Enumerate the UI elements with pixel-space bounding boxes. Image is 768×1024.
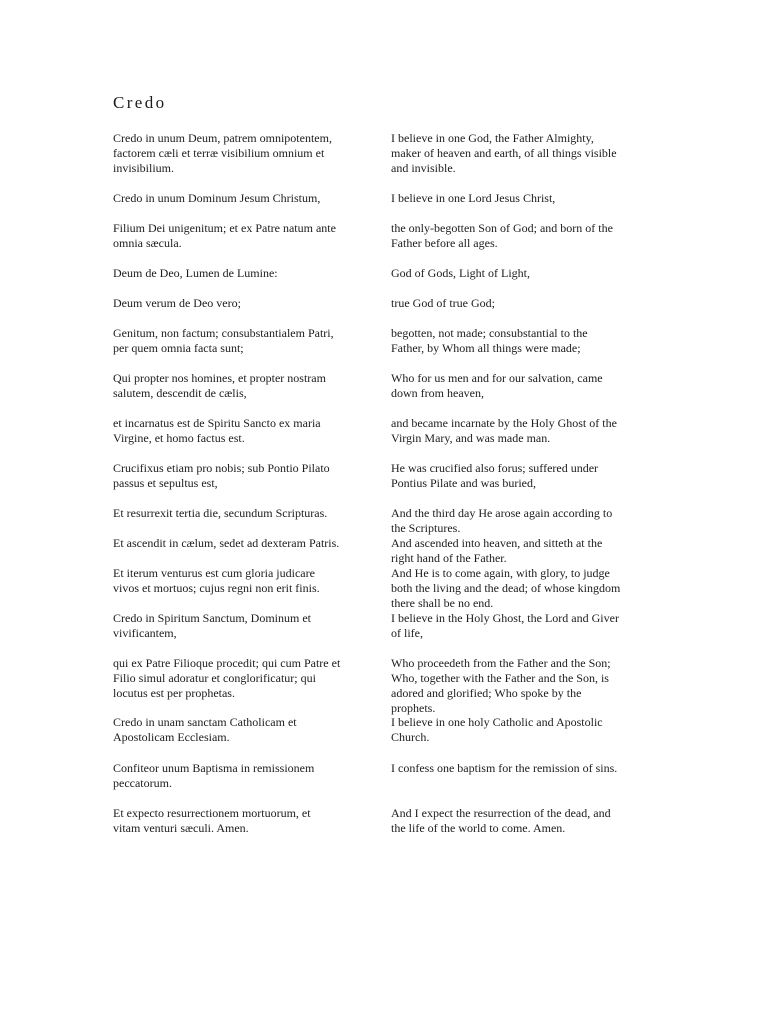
english-text: And ascended into heaven, and sitteth at the right hand of the Father. xyxy=(391,536,603,565)
latin-text: Credo in Spiritum Sanctum, Dominum et vivificantem, xyxy=(113,611,311,640)
english-text: And I expect the resurrection of the dead, and the life of the world to come. Amen. xyxy=(391,806,611,835)
latin-text: qui ex Patre Filioque procedit; qui cum Patre et Filio simul adoratur et conglorificatur; qui locutus est per prophetas. xyxy=(113,656,341,700)
latin-text: Deum de Deo, Lumen de Lumine: xyxy=(113,266,278,280)
latin-text: Qui propter nos homines, et propter nostram salutem, descendit de cælis, xyxy=(113,371,326,400)
latin-text: Et iterum venturus est cum gloria judicare vivos et mortuos; cujus regni non erit finis. xyxy=(113,566,320,595)
latin-text: Crucifixus etiam pro nobis; sub Pontio Pilato passus et sepultus est, xyxy=(113,461,330,490)
latin-text: Et ascendit in cælum, sedet ad dexteram Patris. xyxy=(113,536,340,550)
english-text: I believe in one God, the Father Almighty, maker of heaven and earth, of all things visible and invisible. xyxy=(391,131,617,175)
english-text: and became incarnate by the Holy Ghost of the Virgin Mary, and was made man. xyxy=(391,416,617,445)
latin-text: Filium Dei unigenitum; et ex Patre natum ante omnia sæcula. xyxy=(113,221,336,250)
latin-text: Deum verum de Deo vero; xyxy=(113,296,241,310)
latin-text: Confiteor unum Baptisma in remissionem peccatorum. xyxy=(113,761,315,790)
english-text: God of Gods, Light of Light, xyxy=(391,266,530,280)
latin-text: Credo in unum Deum, patrem omnipotentem, factorem cæli et terræ visibilium omnium et invisibilium. xyxy=(113,131,332,175)
english-text: true God of true God; xyxy=(391,296,495,310)
english-text: And He is to come again, with glory, to judge both the living and the dead; of whose kingdom there shall be no end. xyxy=(391,566,621,610)
latin-text: Et resurrexit tertia die, secundum Scripturas. xyxy=(113,506,328,520)
latin-text: Credo in unum Dominum Jesum Christum, xyxy=(113,191,321,205)
document-title: Credo xyxy=(113,93,167,112)
english-text: He was crucified also forus; suffered under Pontius Pilate and was buried, xyxy=(391,461,599,490)
english-text: begotten, not made; consubstantial to the Father, by Whom all things were made; xyxy=(391,326,588,355)
english-text: Who for us men and for our salvation, came down from heaven, xyxy=(391,371,603,400)
latin-text: Genitum, non factum; consubstantialem Patri, per quem omnia facta sunt; xyxy=(113,326,334,355)
english-text: I believe in one Lord Jesus Christ, xyxy=(391,191,556,205)
latin-text: et incarnatus est de Spiritu Sancto ex maria Virgine, et homo factus est. xyxy=(113,416,321,445)
english-text: I believe in one holy Catholic and Apostolic Church. xyxy=(391,715,603,744)
english-text: Who proceedeth from the Father and the Son; Who, together with the Father and the Son, is adored and glorified; Who spoke by the prophets. xyxy=(391,656,611,715)
english-text: I believe in the Holy Ghost, the Lord and Giver of life, xyxy=(391,611,619,640)
english-text: the only-begotten Son of God; and born of the Father before all ages. xyxy=(391,221,613,250)
latin-text: Et expecto resurrectionem mortuorum, et vitam venturi sæculi. Amen. xyxy=(113,806,311,835)
english-text: And the third day He arose again according to the Scriptures. xyxy=(391,506,613,535)
latin-text: Credo in unam sanctam Catholicam et Apostolicam Ecclesiam. xyxy=(113,715,297,744)
english-text: I confess one baptism for the remission of sins. xyxy=(391,761,618,775)
